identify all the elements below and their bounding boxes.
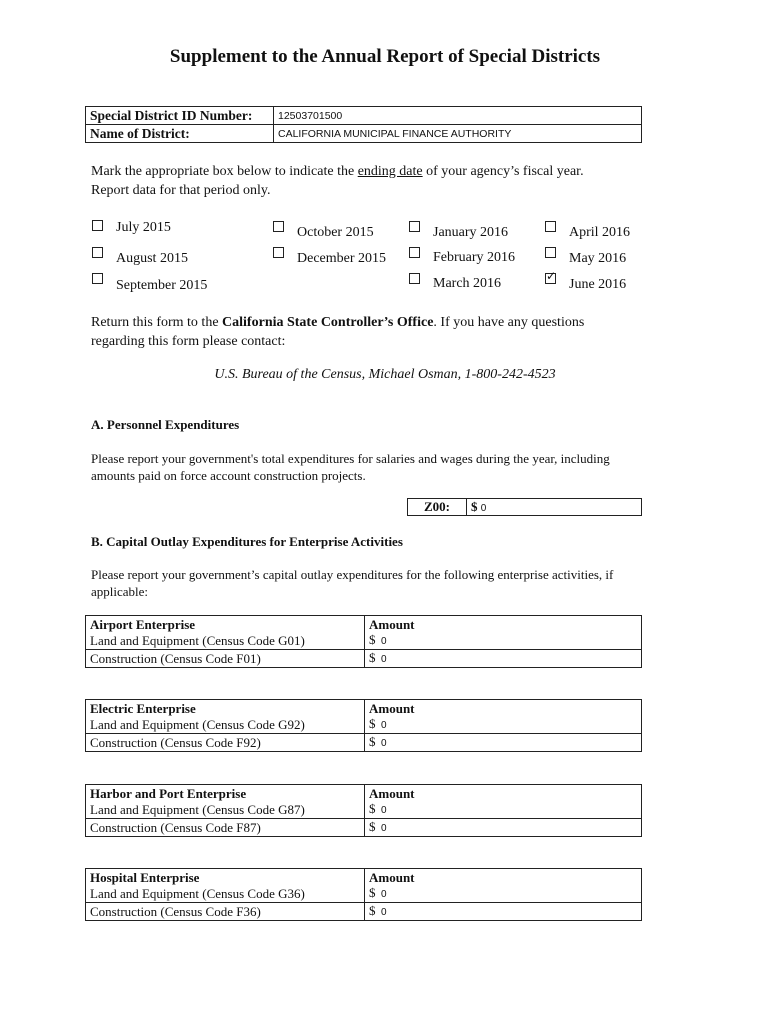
- amount-field-f01[interactable]: [365, 650, 642, 668]
- amount-header: Amount: [365, 616, 642, 633]
- airport-enterprise-table: [85, 615, 642, 668]
- checkbox-may-2016[interactable]: [545, 247, 556, 258]
- district-info-table: [85, 106, 642, 143]
- hospital-enterprise-table: [85, 868, 642, 921]
- district-name-label: Name of District:: [86, 125, 274, 143]
- section-a-heading: A. Personnel Expenditures: [91, 417, 240, 432]
- district-name-field[interactable]: CALIFORNIA MUNICIPAL FINANCE AUTHORITY: [274, 125, 642, 143]
- return-text-line2: regarding this form please contact:: [91, 334, 286, 349]
- enterprise-name: Airport Enterprise: [86, 616, 365, 633]
- z00-label: Z00:: [408, 499, 467, 515]
- option-label: May 2016: [569, 251, 627, 266]
- amount-field-g01[interactable]: [365, 632, 642, 650]
- currency-symbol: $: [369, 650, 376, 665]
- amount-value: 0: [381, 805, 387, 816]
- section-b-text-line2: applicable:: [91, 584, 149, 599]
- currency-symbol: $: [369, 801, 376, 816]
- z00-value: 0: [480, 503, 487, 514]
- option-label: April 2016: [569, 225, 631, 240]
- section-a-text-line1: Please report your government's total expenditures for salaries and wages during the year, including: [91, 451, 610, 466]
- currency-symbol: $: [369, 885, 376, 900]
- amount-field-f87[interactable]: [365, 819, 642, 837]
- checkbox-march-2016[interactable]: [409, 273, 420, 284]
- checkbox-august-2015[interactable]: [92, 247, 103, 258]
- checkbox-july-2015[interactable]: [92, 220, 103, 231]
- amount-value: 0: [381, 738, 387, 749]
- contact-info: U.S. Bureau of the Census, Michael Osman, 1-800-242-4523: [214, 367, 556, 382]
- option-label: June 2016: [569, 277, 627, 292]
- checkbox-january-2016[interactable]: [409, 221, 420, 232]
- section-a-text-line2: amounts paid on force account construction projects.: [91, 468, 366, 483]
- return-text-post: . If you have any questions: [433, 315, 585, 330]
- currency-symbol: $: [369, 734, 376, 749]
- checkbox-october-2015[interactable]: [273, 221, 284, 232]
- amount-header: Amount: [365, 700, 642, 717]
- option-label: July 2015: [116, 220, 171, 235]
- return-text-pre: Return this form to the: [91, 315, 223, 330]
- option-label: October 2015: [297, 225, 374, 240]
- instructions-text-post: of your agency’s fiscal year.: [422, 164, 584, 179]
- amount-value: 0: [381, 907, 387, 918]
- row-label: Land and Equipment (Census Code G01): [86, 632, 365, 650]
- amount-value: 0: [381, 823, 387, 834]
- option-label: August 2015: [116, 251, 188, 266]
- checkbox-december-2015[interactable]: [273, 247, 284, 258]
- enterprise-name: Electric Enterprise: [86, 700, 365, 717]
- instructions: [91, 162, 584, 200]
- z00-amount-field[interactable]: [467, 499, 641, 515]
- instructions-text-line2: Report data for that period only.: [91, 183, 271, 198]
- row-label: Land and Equipment (Census Code G36): [86, 885, 365, 903]
- check-mark-icon: ✓: [546, 269, 557, 283]
- currency-symbol: $: [369, 819, 376, 834]
- enterprise-name: Hospital Enterprise: [86, 869, 365, 886]
- row-label: Construction (Census Code F92): [86, 734, 365, 752]
- amount-header: Amount: [365, 785, 642, 802]
- section-a-text: [91, 450, 610, 484]
- district-id-field[interactable]: 12503701500: [274, 107, 642, 125]
- option-label: March 2016: [433, 276, 502, 291]
- amount-field-f36[interactable]: [365, 903, 642, 921]
- checkbox-april-2016[interactable]: [545, 221, 556, 232]
- amount-value: 0: [381, 654, 387, 665]
- enterprise-name: Harbor and Port Enterprise: [86, 785, 365, 802]
- harbor-enterprise-table: [85, 784, 642, 837]
- section-b-text: [91, 566, 613, 600]
- electric-enterprise-table: [85, 699, 642, 752]
- amount-value: 0: [381, 720, 387, 731]
- row-label: Land and Equipment (Census Code G92): [86, 716, 365, 734]
- option-label: September 2015: [116, 278, 208, 293]
- instructions-text-pre: Mark the appropriate box below to indicate the: [91, 164, 358, 179]
- return-instructions: [91, 313, 584, 351]
- district-id-label: Special District ID Number:: [86, 107, 274, 125]
- return-text-office: California State Controller’s Office: [222, 315, 434, 330]
- amount-value: 0: [381, 889, 387, 900]
- z00-field: [407, 498, 642, 516]
- row-label: Construction (Census Code F87): [86, 819, 365, 837]
- currency-symbol: $: [369, 903, 376, 918]
- currency-symbol: $: [471, 499, 478, 514]
- row-label: Construction (Census Code F36): [86, 903, 365, 921]
- option-label: January 2016: [433, 225, 509, 240]
- currency-symbol: $: [369, 632, 376, 647]
- row-label: Construction (Census Code F01): [86, 650, 365, 668]
- amount-field-g92[interactable]: [365, 716, 642, 734]
- amount-field-g36[interactable]: [365, 885, 642, 903]
- checkbox-february-2016[interactable]: [409, 247, 420, 258]
- currency-symbol: $: [369, 716, 376, 731]
- option-label: February 2016: [433, 250, 516, 265]
- instructions-text-underlined: ending date: [357, 164, 423, 179]
- section-b-text-line1: Please report your government’s capital outlay expenditures for the following enterprise activities, if: [91, 567, 614, 582]
- page-title: Supplement to the Annual Report of Special Districts: [169, 46, 601, 67]
- amount-header: Amount: [365, 869, 642, 886]
- amount-value: 0: [381, 636, 387, 647]
- checkbox-september-2015[interactable]: [92, 273, 103, 284]
- checkbox-june-2016[interactable]: [545, 269, 557, 284]
- row-label: Land and Equipment (Census Code G87): [86, 801, 365, 819]
- amount-field-f92[interactable]: [365, 734, 642, 752]
- section-b-heading: B. Capital Outlay Expenditures for Enterprise Activities: [91, 534, 403, 549]
- option-label: December 2015: [297, 251, 387, 266]
- amount-field-g87[interactable]: [365, 801, 642, 819]
